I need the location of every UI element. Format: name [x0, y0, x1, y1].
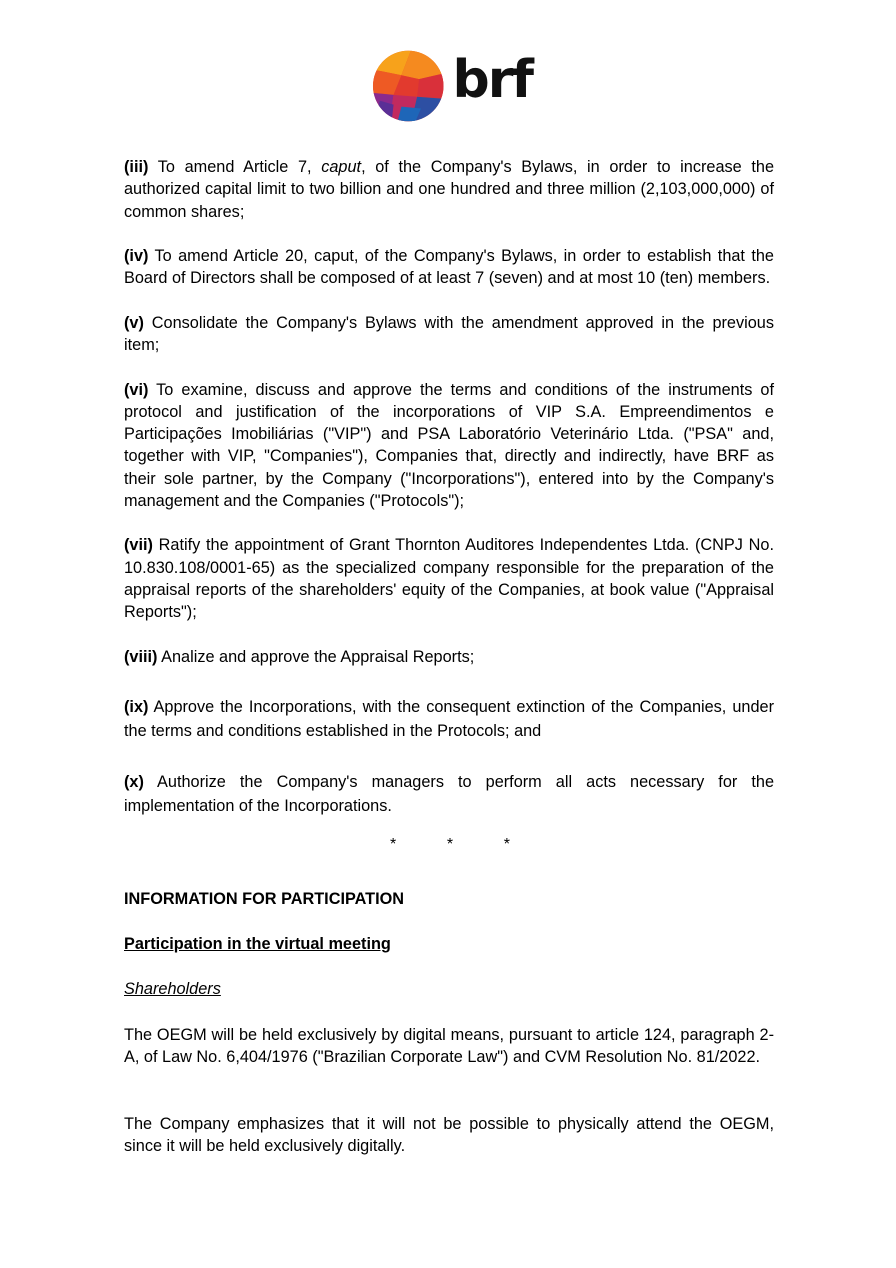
- item-number: (iv): [124, 246, 149, 265]
- item-number: (vi): [124, 380, 149, 399]
- item-number: (iii): [124, 158, 149, 176]
- item-number: (v): [124, 313, 144, 332]
- agenda-item-ix: [124, 695, 774, 743]
- item-number: (x): [124, 772, 144, 791]
- body-paragraph: The OEGM will be held exclusively by digital means, pursuant to article 124, paragraph 2-A, of Law No. 6,404/1976 ("Brazilian Corporate Law") and CVM Resolution No. 81/2022.: [124, 1026, 774, 1067]
- item-text: To amend Article 7,: [148, 158, 322, 176]
- agenda-item-iii: [124, 156, 774, 223]
- agenda-item-x: [124, 770, 774, 819]
- item-emphasis: caput: [321, 158, 362, 176]
- separator-star: *: [390, 836, 397, 853]
- brf-logo-ball-icon: [372, 49, 445, 123]
- agenda-item-vii: [124, 534, 774, 623]
- item-number: (vii): [124, 536, 153, 555]
- item-text: Ratify the appointment of Grant Thornton Auditores Independentes Ltda. (CNPJ No. 10.830.108/0001-65) as the specialized company responsible for the preparation of the appraisal reports of the shareholders' equity of the Companies, at book value ("Appraisal Reports");: [124, 536, 774, 622]
- item-text: Analize and approve the Appraisal Reports;: [157, 647, 475, 666]
- agenda-item-v: [124, 312, 774, 357]
- item-text: Authorize the Company's managers to perform all acts necessary for the implementation of the Incorporations.: [124, 772, 774, 816]
- brf-logo-text: brf: [452, 50, 532, 110]
- item-text: Consolidate the Company's Bylaws with the amendment approved in the previous item;: [124, 313, 774, 355]
- item-text: Approve the Incorporations, with the consequent extinction of the Companies, under the terms and conditions established in the Protocols; and: [124, 697, 774, 740]
- agenda-item-iv: [124, 245, 774, 290]
- item-text: , of the Company's Bylaws, in order to increase the authorized capital limit to two billion and one hundred and three million (2,103,000,000) of common shares;: [124, 158, 774, 221]
- item-text: To examine, discuss and approve the terms and conditions of the instruments of protocol and justification of the incorporations of VIP S.A. Empreendimentos e Participações Imobiliárias ("VIP") and PSA Laboratório Veterinário Ltda. ("PSA" and, together with VIP, "Companies"), Companies that, directly and indirectly, have BRF as their sole partner, by the Company ("Incorporations"), entered into by the Company's management and the Companies ("Protocols");: [124, 380, 774, 511]
- item-text: To amend Article 20, caput, of the Company's Bylaws, in order to establish that the Board of Directors shall be composed of at least 7 (seven) and at most 10 (ten) members.: [124, 246, 774, 288]
- section-heading: INFORMATION FOR PARTICIPATION: [124, 890, 405, 908]
- agenda-item-vi: [124, 379, 774, 513]
- item-number: (viii): [124, 647, 158, 666]
- brf-logo: [372, 48, 532, 124]
- agenda-item-viii: [124, 646, 774, 668]
- body-paragraph: The Company emphasizes that it will not be possible to physically attend the OEGM, since it will be held exclusively digitally.: [124, 1115, 774, 1156]
- agenda-list: [124, 156, 774, 819]
- separator-star: *: [503, 836, 510, 853]
- item-number: (ix): [124, 697, 149, 716]
- subheading: Participation in the virtual meeting: [124, 935, 391, 953]
- sub-subheading: Shareholders: [124, 980, 221, 998]
- separator-star: *: [446, 836, 454, 853]
- section-separator: [390, 836, 510, 854]
